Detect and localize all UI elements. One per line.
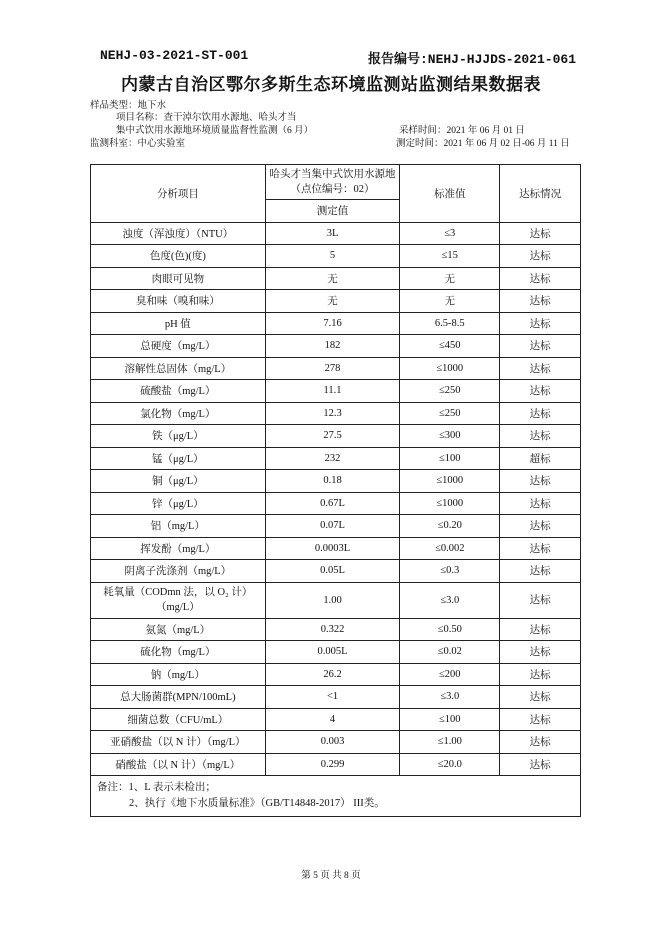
cell-status: 达标 <box>500 312 581 335</box>
header-measured: 测定值 <box>265 200 400 223</box>
cell-status: 达标 <box>500 618 581 641</box>
cell-measured-value: 0.18 <box>265 470 400 493</box>
cell-item: 硝酸盐（以 N 计）（mg/L） <box>91 753 266 776</box>
cell-status: 达标 <box>500 663 581 686</box>
results-table <box>90 164 581 817</box>
table-row <box>91 402 581 425</box>
table-row <box>91 560 581 583</box>
sample-type: 样品类型：地下水 <box>90 101 167 111</box>
cell-standard-value: ≤1000 <box>400 470 500 493</box>
cell-item: 铜（μg/L） <box>91 470 266 493</box>
cell-standard-value: ≤100 <box>400 708 500 731</box>
cell-item: 硫化物（mg/L） <box>91 641 266 664</box>
cell-status: 达标 <box>500 470 581 493</box>
cell-status: 达标 <box>500 267 581 290</box>
cell-status: 达标 <box>500 380 581 403</box>
cell-measured-value: 1.00 <box>265 582 400 618</box>
cell-measured-value: 0.003 <box>265 731 400 754</box>
cell-item: 总硬度（mg/L） <box>91 335 266 358</box>
cell-measured-value: <1 <box>265 686 400 709</box>
cell-item: 耗氧量（CODmn 法，以 O₂ 计）（mg/L） <box>91 582 266 618</box>
cell-standard-value: ≤0.50 <box>400 618 500 641</box>
cell-status: 达标 <box>500 290 581 313</box>
cell-item: 硫酸盐（mg/L） <box>91 380 266 403</box>
cell-status: 达标 <box>500 357 581 380</box>
cell-status: 达标 <box>500 537 581 560</box>
cell-standard-value: 6.5-8.5 <box>400 312 500 335</box>
cell-standard-value: ≤15 <box>400 245 500 268</box>
cell-status: 达标 <box>500 560 581 583</box>
cell-standard-value: ≤250 <box>400 380 500 403</box>
cell-measured-value: 3L <box>265 222 400 245</box>
cell-standard-value: ≤1.00 <box>400 731 500 754</box>
cell-standard-value: ≤3 <box>400 222 500 245</box>
cell-item: 肉眼可见物 <box>91 267 266 290</box>
cell-measured-value: 182 <box>265 335 400 358</box>
project-name-line1: 项目名称：查干淖尔饮用水源地、哈头才当 <box>116 113 297 123</box>
cell-standard-value: ≤1000 <box>400 357 500 380</box>
cell-measured-value: 11.1 <box>265 380 400 403</box>
cell-item: 浊度（浑浊度）（NTU） <box>91 222 266 245</box>
cell-standard-value: ≤0.02 <box>400 641 500 664</box>
cell-item: 阴离子洗涤剂（mg/L） <box>91 560 266 583</box>
project-name-line2: 集中式饮用水源地环境质量监督性监测（6 月） <box>116 126 314 136</box>
table-row <box>91 582 581 618</box>
cell-status: 超标 <box>500 447 581 470</box>
cell-measured-value: 12.3 <box>265 402 400 425</box>
table-row <box>91 357 581 380</box>
cell-measured-value: 27.5 <box>265 425 400 448</box>
cell-measured-value: 26.2 <box>265 663 400 686</box>
notes <box>91 776 581 817</box>
cell-measured-value: 无 <box>265 290 400 313</box>
page-title: 内蒙古自治区鄂尔多斯生态环境监测站监测结果数据表 <box>121 75 541 94</box>
table-row <box>91 245 581 268</box>
table-row <box>91 641 581 664</box>
header-analysis-item: 分析项目 <box>91 165 266 223</box>
cell-status: 达标 <box>500 582 581 618</box>
cell-standard-value: ≤3.0 <box>400 582 500 618</box>
header-site: 哈头才当集中式饮用水源地 （点位编号：02） <box>265 165 400 200</box>
table-row <box>91 267 581 290</box>
cell-standard-value: ≤0.3 <box>400 560 500 583</box>
table-row <box>91 380 581 403</box>
cell-measured-value: 0.07L <box>265 515 400 538</box>
cell-standard-value: ≤0.20 <box>400 515 500 538</box>
cell-measured-value: 0.322 <box>265 618 400 641</box>
cell-measured-value: 0.05L <box>265 560 400 583</box>
cell-status: 达标 <box>500 492 581 515</box>
report-number: 报告编号:NEHJ-HJJDS-2021-061 <box>367 52 576 67</box>
sampling-time: 采样时间：2021 年 06 月 01 日 <box>399 126 525 136</box>
table-row <box>91 537 581 560</box>
cell-standard-value: ≤100 <box>400 447 500 470</box>
cell-measured-value: 232 <box>265 447 400 470</box>
table-row <box>91 425 581 448</box>
cell-status: 达标 <box>500 731 581 754</box>
cell-item: 锌（μg/L） <box>91 492 266 515</box>
cell-status: 达标 <box>500 222 581 245</box>
cell-standard-value: 无 <box>400 267 500 290</box>
table-row <box>91 686 581 709</box>
cell-status: 达标 <box>500 515 581 538</box>
table-row <box>91 515 581 538</box>
cell-measured-value: 0.67L <box>265 492 400 515</box>
table-row <box>91 708 581 731</box>
cell-item: pH 值 <box>91 312 266 335</box>
cell-measured-value: 278 <box>265 357 400 380</box>
cell-status: 达标 <box>500 708 581 731</box>
table-row <box>91 492 581 515</box>
table-row <box>91 312 581 335</box>
cell-item: 细菌总数（CFU/mL） <box>91 708 266 731</box>
cell-measured-value: 5 <box>265 245 400 268</box>
cell-status: 达标 <box>500 245 581 268</box>
note-2: 2、执行《地下水质量标准》（GB/T14848-2017） III类。 <box>129 798 385 809</box>
cell-item: 亚硝酸盐（以 N 计）（mg/L） <box>91 731 266 754</box>
cell-item: 总大肠菌群(MPN/100mL) <box>91 686 266 709</box>
cell-measured-value: 0.005L <box>265 641 400 664</box>
header-standard: 标准值 <box>400 165 500 223</box>
lab-department: 监测科室：中心实验室 <box>90 139 186 149</box>
cell-standard-value: ≤300 <box>400 425 500 448</box>
table-row <box>91 335 581 358</box>
cell-measured-value: 7.16 <box>265 312 400 335</box>
cell-status: 达标 <box>500 641 581 664</box>
cell-standard-value: ≤1000 <box>400 492 500 515</box>
cell-status: 达标 <box>500 402 581 425</box>
table-row <box>91 731 581 754</box>
table-row <box>91 753 581 776</box>
cell-status: 达标 <box>500 686 581 709</box>
cell-standard-value: ≤0.002 <box>400 537 500 560</box>
table-row <box>91 663 581 686</box>
cell-standard-value: ≤3.0 <box>400 686 500 709</box>
cell-item: 溶解性总固体（mg/L） <box>91 357 266 380</box>
table-row <box>91 470 581 493</box>
page-number: 第 5 页 共 8 页 <box>301 871 361 881</box>
cell-measured-value: 0.299 <box>265 753 400 776</box>
cell-status: 达标 <box>500 335 581 358</box>
cell-standard-value: ≤450 <box>400 335 500 358</box>
test-time: 测定时间：2021 年 06 月 02 日-06 月 11 日 <box>396 139 570 149</box>
cell-item: 锰（μg/L） <box>91 447 266 470</box>
document-code: NEHJ-03-2021-ST-001 <box>100 48 249 63</box>
header-status: 达标情况 <box>500 165 581 223</box>
cell-measured-value: 无 <box>265 267 400 290</box>
cell-measured-value: 4 <box>265 708 400 731</box>
cell-measured-value: 0.0003L <box>265 537 400 560</box>
cell-item: 钠（mg/L） <box>91 663 266 686</box>
cell-standard-value: ≤200 <box>400 663 500 686</box>
cell-standard-value: 无 <box>400 290 500 313</box>
cell-item: 臭和味（嗅和味） <box>91 290 266 313</box>
table-row <box>91 618 581 641</box>
table-row <box>91 447 581 470</box>
cell-item: 铁（μg/L） <box>91 425 266 448</box>
table-row <box>91 290 581 313</box>
cell-item: 氯化物（mg/L） <box>91 402 266 425</box>
cell-item: 氨氮（mg/L） <box>91 618 266 641</box>
cell-item: 铝（mg/L） <box>91 515 266 538</box>
cell-status: 达标 <box>500 753 581 776</box>
note-1: 备注：1、L 表示未检出； <box>97 782 216 793</box>
table-row <box>91 222 581 245</box>
cell-status: 达标 <box>500 425 581 448</box>
cell-item: 色度(色)(度) <box>91 245 266 268</box>
cell-standard-value: ≤20.0 <box>400 753 500 776</box>
cell-standard-value: ≤250 <box>400 402 500 425</box>
cell-item: 挥发酚（mg/L） <box>91 537 266 560</box>
